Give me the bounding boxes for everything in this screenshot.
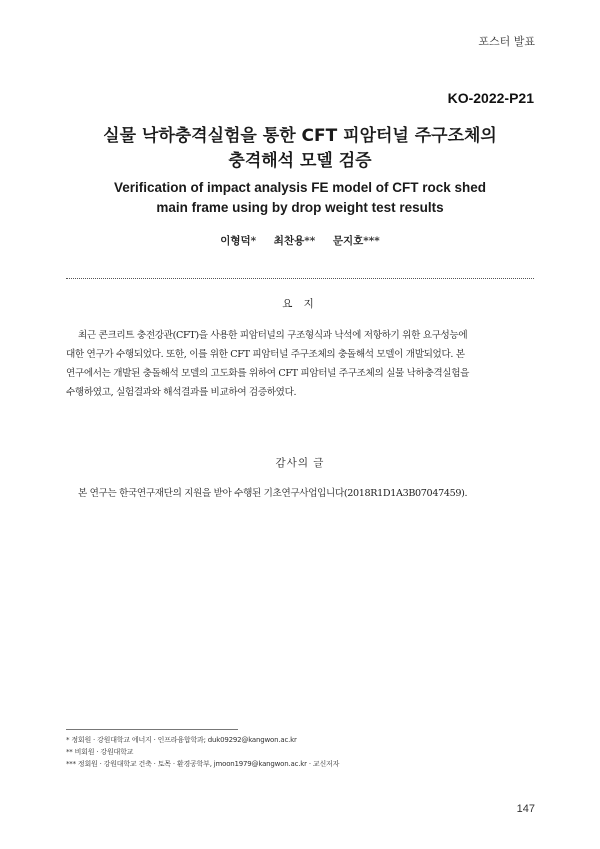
section-divider (66, 278, 534, 279)
acknowledgement-heading: 감사의 글 (275, 457, 325, 469)
title-english (0, 178, 600, 218)
abstract-heading: 요 지 (282, 298, 318, 310)
abstract-line: 연구에서는 개발된 충돌해석 모델의 고도화를 위하여 CFT 피암터널 주구조체의 실물 낙하충격실험을 (66, 368, 470, 379)
title-korean (0, 124, 600, 174)
footnote-2: ** 비회원 · 강원대학교 (66, 748, 134, 756)
footnote-divider (66, 729, 238, 730)
abstract-line: 수행하였고, 실험결과와 해석결과를 비교하여 검증하였다. (66, 387, 297, 398)
title-korean-line-2: 충격해석 모델 검증 (228, 151, 372, 171)
author-1: 이형덕* (220, 235, 257, 247)
abstract-line: 대한 연구가 수행되었다. 또한, 이를 위한 CFT 피암터널 주구조체의 충돌해석 모델이 개발되었다. 본 (66, 349, 465, 360)
author-2: 최찬용** (273, 235, 316, 247)
title-korean-line-1: 실물 낙하충격실험을 통한 CFT 피암터널 주구조체의 (103, 126, 497, 146)
page-number: 147 (516, 803, 535, 815)
footnote-1: * 정회원 · 강원대학교 에너지 · 인프라융합학과; duk09292@kangwon.ac.kr (66, 736, 297, 744)
paper-id: KO-2022-P21 (447, 90, 534, 106)
footnote-3: *** 정회원 · 강원대학교 건축 · 토목 · 환경공학부, jmoon1979@kangwon.ac.kr · 교신저자 (66, 760, 340, 768)
session-label: 포스터 발표 (478, 35, 535, 48)
title-english-line-1: Verification of impact analysis FE model of CFT rock shed (113, 180, 487, 195)
title-english-line-2: main frame using by drop weight test results (156, 200, 444, 215)
author-3: 문지호*** (332, 235, 380, 247)
abstract-body (66, 326, 534, 402)
acknowledgement-text: 본 연구는 한국연구재단의 지원을 받아 수행된 기초연구사업입니다(2018R1D1A3B07047459). (78, 488, 468, 499)
author-list (0, 233, 600, 248)
abstract-line: 최근 콘크리트 충전강관(CFT)을 사용한 피암터널의 구조형식과 낙석에 저항하기 위한 요구성능에 (78, 330, 468, 341)
footnotes (66, 734, 536, 770)
